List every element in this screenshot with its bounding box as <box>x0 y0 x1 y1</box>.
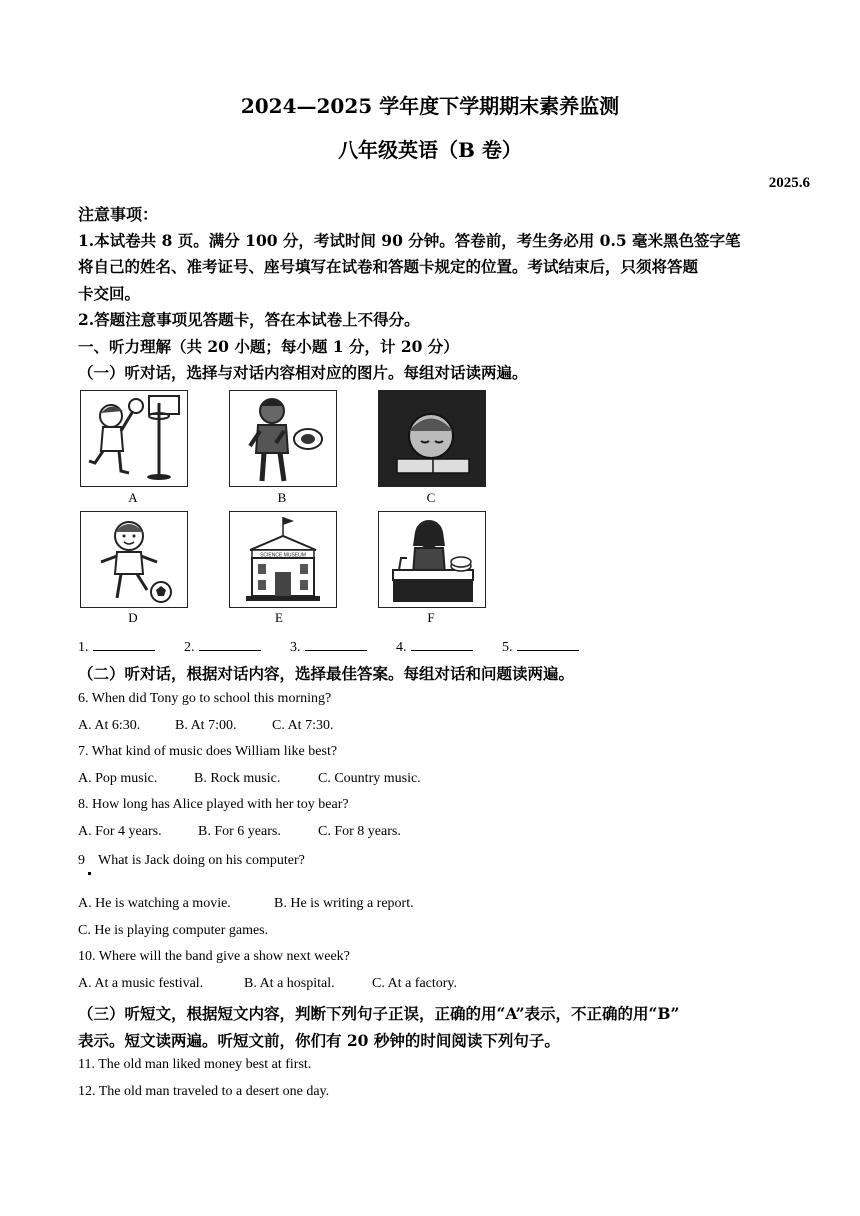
notice-line-3: 卡交回。 <box>78 284 141 303</box>
science-museum-icon <box>230 512 336 607</box>
question-9-number: 9 <box>78 853 85 868</box>
page-subtitle: 八年级英语（B 卷） <box>338 138 522 162</box>
exam-date: 2025.6 <box>768 175 810 191</box>
q8-option-c[interactable]: C. For 8 years. <box>318 824 401 839</box>
blank-line <box>411 638 473 651</box>
picture-c <box>378 390 486 487</box>
q6-option-a[interactable]: A. At 6:30. <box>78 718 141 733</box>
q9-option-b[interactable]: B. He is writing a report. <box>274 896 414 911</box>
stray-dot <box>88 872 91 875</box>
picture-a <box>80 390 188 487</box>
answer-blank-3[interactable]: 3. <box>290 638 367 656</box>
notice-line-4: 2.答题注意事项见答题卡，答在本试卷上不得分。 <box>78 310 420 329</box>
sleeping-boy-icon <box>379 391 485 486</box>
picture-f <box>378 511 486 608</box>
blank-line <box>93 638 155 651</box>
q6-option-c[interactable]: C. At 7:30. <box>272 718 334 733</box>
section1-heading: 一、听力理解（共 20 小题；每小题 1 分，计 20 分） <box>78 337 459 356</box>
picture-c-label: C <box>426 490 436 505</box>
answer-blank-4[interactable]: 4. <box>396 638 473 656</box>
blank-line <box>517 638 579 651</box>
sick-man-icon <box>230 391 336 486</box>
part3-instruction-line-2: 表示。短文读两遍。听短文前，你们有 20 秒钟的时间阅读下列句子。 <box>78 1031 560 1050</box>
question-10: 10. Where will the band give a show next week? <box>78 949 350 964</box>
picture-e-label: E <box>275 610 283 625</box>
picture-b <box>229 390 337 487</box>
blank-line <box>305 638 367 651</box>
picture-a-label: A <box>128 490 138 505</box>
answer-blank-2[interactable]: 2. <box>184 638 261 656</box>
q8-option-b[interactable]: B. For 6 years. <box>198 824 281 839</box>
picture-f-label: F <box>427 610 435 625</box>
q9-option-c[interactable]: C. He is playing computer games. <box>78 923 269 938</box>
picture-b-label: B <box>277 490 287 505</box>
notice-heading: 注意事项： <box>78 205 159 224</box>
part2-instruction: （二）听对话，根据对话内容，选择最佳答案。每组对话和问题读两遍。 <box>78 664 575 683</box>
q8-option-a[interactable]: A. For 4 years. <box>78 824 162 839</box>
notice-line-1: 1.本试卷共 8 页。满分 100 分，考试时间 90 分钟。答卷前，考生务必用 0.5 毫米黑色签字笔 <box>78 231 741 250</box>
q7-option-c[interactable]: C. Country music. <box>318 771 421 786</box>
picture-d-label: D <box>128 610 138 625</box>
q9-option-a[interactable]: A. He is watching a movie. <box>78 896 231 911</box>
part1-instruction: （一）听对话，选择与对话内容相对应的图片。每组对话读两遍。 <box>78 363 528 382</box>
blank-line <box>199 638 261 651</box>
basketball-boy-icon <box>81 391 187 486</box>
part3-instruction-line-1: （三）听短文，根据短文内容，判断下列句子正误，正确的用“A”表示，不正确的用“B” <box>78 1004 680 1023</box>
question-6: 6. When did Tony go to school this morning? <box>78 691 332 706</box>
q10-option-b[interactable]: B. At a hospital. <box>244 976 335 991</box>
q10-option-a[interactable]: A. At a music festival. <box>78 976 204 991</box>
q7-option-a[interactable]: A. Pop music. <box>78 771 158 786</box>
statement-11: 11. The old man liked money best at first. <box>78 1057 312 1072</box>
girl-washing-dishes-icon <box>379 512 485 607</box>
answer-blank-5[interactable]: 5. <box>502 638 579 656</box>
picture-d <box>80 511 188 608</box>
picture-e <box>229 511 337 608</box>
q6-option-b[interactable]: B. At 7:00. <box>175 718 237 733</box>
question-9: What is Jack doing on his computer? <box>98 853 305 868</box>
statement-12: 12. The old man traveled to a desert one day. <box>78 1084 330 1099</box>
notice-line-2: 将自己的姓名、准考证号、座号填写在试卷和答题卡规定的位置。考试结束后，只须将答题 <box>78 257 699 276</box>
q7-option-b[interactable]: B. Rock music. <box>194 771 281 786</box>
question-8: 8. How long has Alice played with her toy bear? <box>78 797 349 812</box>
q10-option-c[interactable]: C. At a factory. <box>372 976 458 991</box>
soccer-boy-icon <box>81 512 187 607</box>
museum-sign: SCIENCE MUSEUM <box>260 552 306 559</box>
answer-blank-1[interactable]: 1. <box>78 638 155 656</box>
page-title: 2024—2025 学年度下学期期末素养监测 <box>240 94 620 118</box>
question-7: 7. What kind of music does William like best? <box>78 744 338 759</box>
